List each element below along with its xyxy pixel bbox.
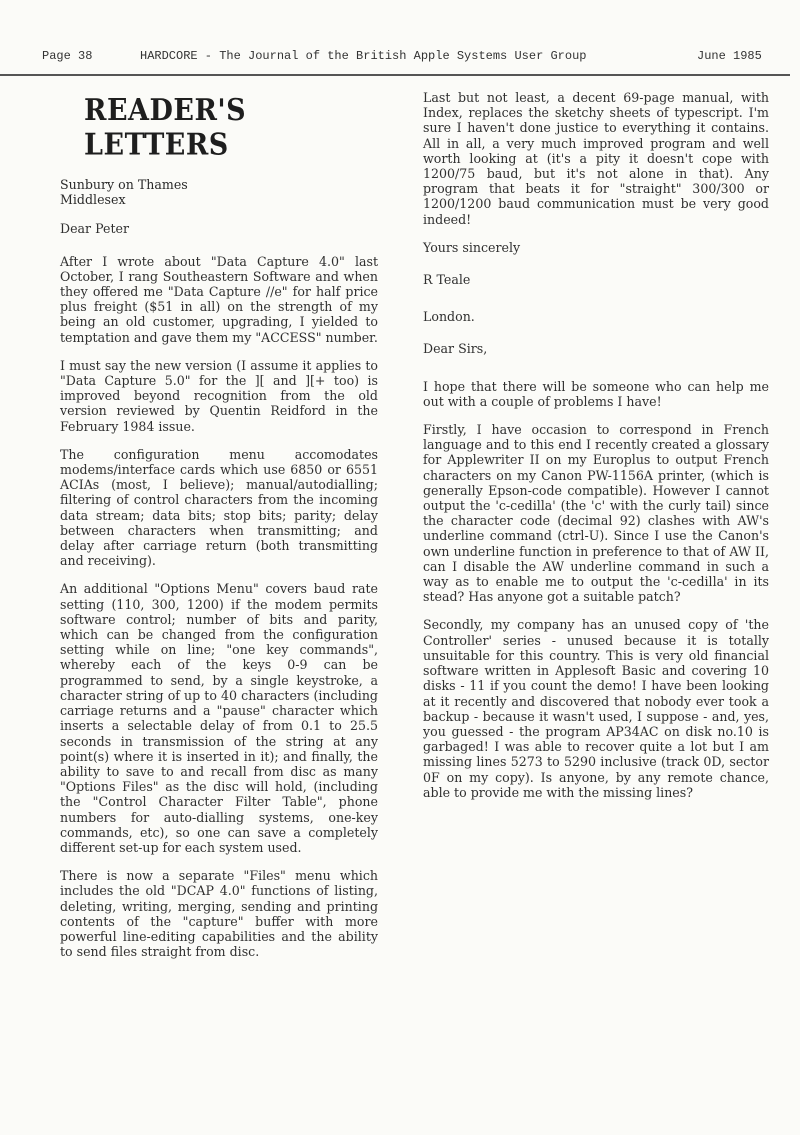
address-line: Sunbury on Thames (60, 177, 188, 192)
letter2-paragraph: Secondly, my company has an unused copy of 'the Controller' series - unused because it is totally unsuitable for this country. This is very old financial software written in Applesoft Basic and covering 10 disks - 11 if you count the demo! I have been looking at it recently and discovered that nobody ever took a backup - because it wasn't used, I suppose - and, yes, you guessed - the program AP34AC on disk no.10 is garbaged! I was able to recover quite a lot but I am missing lines 5273 to 5290 inclusive (track 0D, sector 0F on my copy). Is anyone, by any remote chance, able to provide me with the missing lines? (423, 617, 769, 800)
letter1-paragraph: An additional "Options Menu" covers baud rate setting (110, 300, 1200) if the modem permits software control; number of bits and parity, which can be changed from the configuration setting while on line; "one key commands", whereby each of the keys 0-9 can be programmed to send, by a single keystroke, a character string of up to 40 characters (including carriage returns and a "pause" character which inserts a selectable delay of from 0.1 to 25.5 seconds in transmission of the string at any point(s) where it is inserted in it); and finally, the ability to save to and recall from disc as many "Options Files" as the disc will hold, (including the "Control Character Filter Table", phone numbers for auto-dialling systems, one-key commands, etc), so one can save a completely different set-up for each system used. (60, 581, 378, 855)
left-column (60, 90, 378, 972)
letter2-salutation: Dear Sirs, (423, 341, 488, 357)
letter2-address: London. (423, 309, 475, 325)
letter1-paragraph: There is now a separate "Files" menu which includes the old "DCAP 4.0" functions of listing, deleting, writing, merging, sending and printing contents of the "capture" buffer with more powerful line-editing capabilities and the ability to send files straight from disc. (60, 868, 378, 960)
letter1-signature: R Teale (423, 272, 471, 288)
address-line: Middlesex (60, 192, 126, 208)
page-title: READER'S LETTERS (84, 93, 247, 163)
letter2-paragraph: I hope that there will be someone who can help me out with a couple of problems I have! (423, 378, 769, 409)
letter1-paragraph: The configuration menu accomodates modems/interface cards which use 6850 or 6551 ACIAs (most, I believe); manual/autodialling; filtering of control characters from the incoming data stream; data bits; stop bits; parity; delay between characters when transmitting; and delay after carriage return (both transmitting and receiving). (60, 446, 378, 569)
letter1-paragraph: After I wrote about "Data Capture 4.0" last October, I rang Southeastern Software and when they offered me "Data Capture //e" for half price plus freight ($51 in all) on the strength of my being an old customer, upgrading, I yielded to temptation and gave them my "ACCESS" number. (60, 253, 378, 345)
letter1-address (60, 177, 378, 207)
page-number: Page 38 (42, 49, 93, 63)
letter1-paragraph: Last but not least, a decent 69-page manual, with Index, replaces the sketchy sheets of typescript. I'm sure I haven't done justice to everything it contains. All in all, a very much improved program and well worth looking at (it's a pity it doesn't cope with 1200/75 baud, but it's not alone in that). Any program that beats it for "straight" 300/300 or 1200/1200 baud communication must be very good indeed! (423, 90, 769, 227)
right-column (423, 90, 769, 813)
header-rule (0, 74, 790, 76)
letter1-closing: Yours sincerely (423, 239, 521, 255)
page-header (0, 49, 800, 69)
letter2-paragraph: Firstly, I have occasion to correspond in French language and to this end I recently created a glossary for Applewriter II on my Europlus to output French characters on my Canon PW-1156A printer, (which is generally Epson-code compatible). However I cannot output the 'c-cedilla' (the 'c' with the curly tail) since the character code (decimal 92) clashes with AW's underline command (ctrl-U). Since I use the Canon's own underline function in preference to that of AW II, can I disable the AW underline command in such a way as to enable me to output the 'c-cedilla' in its stead? Has anyone got a suitable patch? (423, 422, 769, 605)
letter1-paragraph: I must say the new version (I assume it applies to "Data Capture 5.0" for the ][ and ][+ too) is improved beyond recognition from the old version reviewed by Quentin Reidford in the February 1984 issue. (60, 357, 378, 434)
letter1-salutation: Dear Peter (60, 221, 129, 237)
journal-title: HARDCORE - The Journal of the British Apple Systems User Group (140, 49, 587, 63)
issue-date: June 1985 (697, 49, 762, 63)
